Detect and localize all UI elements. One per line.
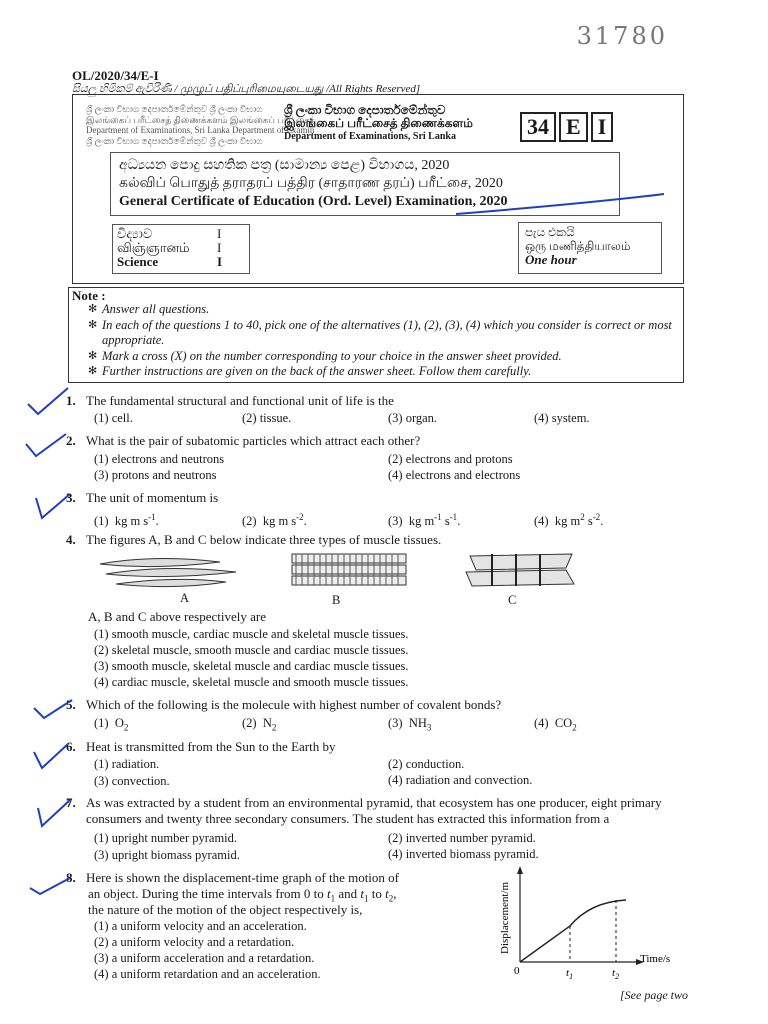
q5-option-2[interactable]: (2) $N_2$: [242, 716, 277, 733]
subject-ta: விஞ்ஞானம் I: [117, 240, 222, 255]
question-4: 4. The figures A, B and C below indicate three types of muscle tissues.: [66, 532, 442, 547]
q7-option-4[interactable]: (4) inverted biomass pyramid.: [388, 847, 539, 861]
q7-option-2[interactable]: (2) inverted number pyramid.: [388, 831, 536, 845]
dept-line: ශ්‍රී ලංකා විභාග දෙපාර්තමේන්තුව ශ්‍රී ලංකා විභාග: [86, 104, 263, 114]
q6-option-1[interactable]: (1) radiation.: [94, 757, 160, 771]
graph-origin: 0: [514, 965, 520, 977]
q1-option-1[interactable]: (1) cell.: [94, 411, 133, 425]
q2-option-3[interactable]: (3) protons and neutrons: [94, 468, 217, 482]
question-8-line-2: an object. During the time intervals from 0 to $t_1$ and $t_1$ to $t_2$,: [88, 886, 397, 904]
q7-option-1[interactable]: (1) upright number pyramid.: [94, 831, 238, 845]
department-title: [284, 104, 473, 143]
figure-label-c: C: [508, 593, 517, 607]
q6-option-4[interactable]: (4) radiation and convection.: [388, 773, 533, 787]
dept-line: ශ්‍රී ලංකා විභාග දෙපාර්තමේන්තුව ශ්‍රී ලංකා විභාග: [86, 135, 263, 146]
q6-option-3[interactable]: (3) convection.: [94, 774, 170, 788]
code-box-subject: 34: [520, 112, 556, 142]
dept-title-ta: இலங்கைப் பரீட்சைத் திணைக்களம்: [284, 116, 473, 130]
note-item: ✻ Further instructions are given on the back of the answer sheet. Follow them carefully.: [88, 364, 532, 378]
duration-en: One hour: [525, 252, 577, 267]
question-8-line-3: the nature of the motion of the object respectively is,: [88, 902, 363, 917]
q8-option-4[interactable]: (4) a uniform retardation and an acceleration.: [94, 967, 321, 981]
figure-label-a: A: [180, 591, 190, 605]
displacement-time-graph: [494, 862, 694, 986]
figure-label-b: B: [332, 593, 341, 607]
see-page-two: [See page two: [620, 988, 688, 1002]
q4-option-3[interactable]: (3) smooth muscle, skeletal muscle and cardiac muscle tissues.: [94, 659, 409, 673]
note-label: Note :: [72, 288, 106, 303]
note-item: ✻ Mark a cross (X) on the number corresponding to your choice in the answer sheet provided.: [88, 349, 562, 363]
graph-curve: [520, 900, 626, 962]
muscle-tissue-figures: [96, 550, 636, 592]
rights-reserved: සියලු හිමිකම් ඇවිරිණි / முழுப் பதிப்புரிமையுடையது /All Rights Reserved]: [72, 83, 421, 95]
q3-option-4[interactable]: (4) kg $m^2$ $s^{-2}$.: [534, 512, 604, 529]
question-2: 2. What is the pair of subatomic particles which attract each other?: [66, 433, 421, 448]
q3-option-2[interactable]: (2) kg m $s^{-2}$.: [242, 512, 307, 529]
duration-si: පැය එකයි: [525, 225, 575, 239]
dept-title-si: ශ්‍රී ලංකා විභාග දෙපාර්තමේන්තුව: [284, 103, 446, 117]
q4-stem: A, B and C above respectively are: [88, 609, 266, 624]
question-5: 5. Which of the following is the molecule with highest number of covalent bonds?: [66, 697, 502, 712]
q8-option-3[interactable]: (3) a uniform acceleration and a retardation.: [94, 951, 315, 965]
question-6: 6. Heat is transmitted from the Sun to the Earth by: [66, 739, 336, 754]
code-box-medium: E: [559, 112, 588, 142]
question-7-line-2: consumers and twenty three secondary consumers. The student has extracted this information from a: [86, 811, 610, 826]
figure-a-smooth-muscle: [100, 558, 236, 586]
question-1: 1. The fundamental structural and functional unit of life is the: [66, 393, 394, 408]
q2-option-1[interactable]: (1) electrons and neutrons: [94, 452, 225, 466]
q3-option-1[interactable]: (1) kg m $s^{-1}$.: [94, 512, 159, 529]
q1-option-2[interactable]: (2) tissue.: [242, 411, 292, 425]
duration-ta: ஒரு மணித்தியாலம்: [525, 239, 631, 253]
q1-option-4[interactable]: (4) system.: [534, 411, 590, 425]
graph-t1-label: $t_1$: [566, 967, 574, 981]
y-axis-arrow: [517, 866, 523, 874]
q4-option-2[interactable]: (2) skeletal muscle, smooth muscle and cardiac muscle tissues.: [94, 643, 409, 657]
q2-option-4[interactable]: (4) electrons and electrons: [388, 468, 521, 482]
q7-option-3[interactable]: (3) upright biomass pyramid.: [94, 848, 240, 862]
subject-en: Science I: [117, 254, 223, 269]
graph-y-label: Displacement/m: [499, 881, 511, 954]
serial-number: 31780: [576, 22, 668, 50]
pen-tick-q3: [26, 490, 76, 524]
q5-option-3[interactable]: (3) $NH_3$: [388, 716, 432, 733]
pen-tick-q5: [26, 696, 76, 726]
q5-option-1[interactable]: (1) $O_2$: [94, 716, 129, 733]
q4-option-1[interactable]: (1) smooth muscle, cardiac muscle and skeletal muscle tissues.: [94, 627, 409, 641]
note-item: ✻ In each of the questions 1 to 40, pick one of the alternatives (1), (2), (3), (4) which you consider is correct or most appropriate.: [88, 318, 672, 347]
question-7: 7. As was extracted by a student from an environmental pyramid, that ecosystem has one producer, eight primary: [66, 795, 662, 810]
duration-box: [518, 222, 662, 274]
dept-title-en: Department of Examinations, Sri Lanka: [284, 131, 456, 142]
q1-option-3[interactable]: (3) organ.: [388, 411, 438, 425]
q6-option-2[interactable]: (2) conduction.: [388, 757, 465, 771]
q8-option-2[interactable]: (2) a uniform velocity and a retardation.: [94, 935, 295, 949]
pen-tick-q7: [24, 796, 74, 830]
graph-t2-label: $t_2$: [612, 967, 620, 981]
question-3: 3. The unit of momentum is: [66, 490, 219, 505]
exam-title-en: General Certificate of Education (Ord. Level) Examination, 2020: [119, 194, 508, 209]
exam-title-ta: கல்விப் பொதுத் தராதரப் பத்திர (சாதாரண தரப்) பரீட்சை, 2020: [119, 176, 503, 191]
question-8: 8. Here is shown the displacement-time graph of the motion of: [66, 870, 400, 885]
pen-tick-q1: [24, 384, 74, 418]
q8-option-1[interactable]: (1) a uniform velocity and an acceleration.: [94, 919, 307, 933]
pen-tick-q2: [22, 428, 72, 462]
paper-code-boxes: [520, 112, 613, 142]
figure-c-cardiac-muscle: [466, 554, 574, 586]
q2-option-2[interactable]: (2) electrons and protons: [388, 452, 513, 466]
dept-line: Department of Examinations, Sri Lanka Department of Examin: [86, 125, 315, 135]
subject-si: විද්‍යාව I: [117, 226, 222, 241]
pen-tick-q6: [24, 738, 74, 772]
note-item: ✻ Answer all questions.: [88, 302, 210, 316]
dept-line: இலங்கைப் பரீட்சைத் திணைக்களம் இலங்கைப் பரீட்சைத்: [86, 114, 316, 125]
figure-b-skeletal-muscle: [292, 554, 406, 585]
code-box-part: I: [591, 112, 614, 142]
subject-box: [112, 224, 250, 274]
q5-option-4[interactable]: (4) $CO_2$: [534, 716, 577, 733]
exam-title-si: අධ්‍යයන පොදු සහතික පත්‍ර (සාමාන්‍ය පෙළ) විභාගය, 2020: [119, 158, 450, 173]
paper-code-label: OL/2020/34/E-I: [72, 68, 159, 83]
q3-option-3[interactable]: (3) kg $m^{-1}$ $s^{-1}$.: [388, 512, 461, 529]
pen-tick-q8: [24, 870, 74, 900]
pen-underline-mark: [450, 188, 670, 218]
graph-x-label: Time/s: [640, 953, 671, 965]
q4-option-4[interactable]: (4) cardiac muscle, skeletal muscle and smooth muscle tissues.: [94, 675, 409, 689]
